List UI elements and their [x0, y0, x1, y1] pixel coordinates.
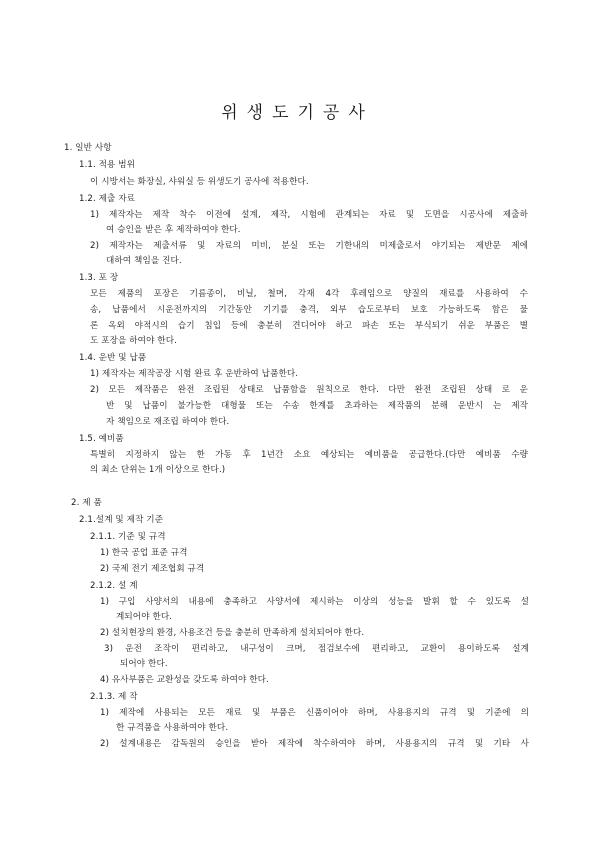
body-text: 의 최소 단위는 1개 이상으로 한다.) — [90, 465, 226, 475]
subsection-heading: 1.5. 예비품 — [79, 434, 124, 444]
page-title: 위생도기공사 — [221, 103, 374, 123]
list-item: 3) 운전 조작이 편리하고, 내구성이 크며, 점검보수에 편리하고, 교환이 용이하도록 설계 — [104, 644, 529, 654]
list-item-continuation: 계되어야 한다. — [116, 612, 173, 622]
list-item-continuation: 반 및 납품이 불가능한 대형물 또는 수송 한계를 초과하는 제작품의 분해 운반시 는 제작 — [106, 401, 528, 411]
section-heading: 2. 제 품 — [71, 498, 102, 508]
body-text: 모든 제품의 포장은 기름종이, 비닐, 철며, 각재 4각 후레임으로 양질의 재료를 사용하여 수 — [90, 289, 528, 299]
list-item: 1) 제작에 사용되는 모든 재료 및 부품은 신품이어야 하며, 사용용지의 규격 및 기준에 의 — [100, 708, 529, 718]
list-item-continuation: 자 책임으로 재조립 하여야 한다. — [106, 417, 230, 427]
list-item-continuation: 대하여 책임을 진다. — [106, 256, 182, 266]
list-item: 1) 한국 공업 표준 규격 — [100, 548, 188, 558]
list-item-continuation: 되어야 한다. — [120, 659, 168, 669]
list-item: 2) 설치현장의 환경, 사용조건 등을 충분히 만족하게 설치되어야 한다. — [100, 628, 365, 638]
subsection-heading: 1.1. 적용 범위 — [79, 160, 136, 170]
body-text: 론 옥외 야적시의 습기 침입 등에 충분히 견디어야 하고 파손 또는 부식되기 쉬운 부품은 별 — [90, 321, 528, 331]
list-item: 2) 제작자는 제출서류 및 자료의 미비, 분실 또는 기한내의 미제출로서 야기되는 제반문 제에 — [90, 241, 528, 251]
body-text: 송, 납품에서 시운전까지의 기간동안 기기를 충격, 외부 습도로부터 보호 가능하도록 함은 물 — [90, 305, 528, 315]
body-text: 이 시방서는 화장실, 샤워실 등 위생도기 공사에 적용한다. — [90, 177, 309, 187]
list-item-continuation: 한 규격품을 사용하여야 한다. — [116, 723, 229, 733]
body-text: 특별히 지정하지 않는 한 가동 후 1년간 소요 예상되는 예비품을 공급한다.(다만 예비품 수량 — [90, 450, 528, 460]
subsubsection-heading: 2.1.2. 설 계 — [90, 581, 138, 591]
list-item: 2) 모든 제작품은 완전 조립된 상태로 납품함을 원칙으로 한다. 다만 완전 조립된 상태 로 운 — [90, 385, 528, 395]
body-text: 도 포장을 하여야 한다. — [90, 336, 177, 346]
subsection-heading: 1.3. 포 장 — [79, 273, 119, 283]
subsection-heading: 1.2. 제출 자료 — [79, 194, 136, 204]
list-item: 1) 제작자는 제작공장 시험 완료 후 운반하여 납품한다. — [90, 369, 299, 379]
list-item-continuation: 여 승인을 받은 후 제작하여야 한다. — [106, 225, 241, 235]
subsection-heading: 1.4. 운반 및 납품 — [79, 353, 147, 363]
subsubsection-heading: 2.1.1. 기준 및 규격 — [90, 532, 166, 542]
subsubsection-heading: 2.1.3. 제 작 — [90, 692, 138, 702]
list-item: 4) 유사부품은 교환성을 갖도록 하여야 한다. — [100, 675, 269, 685]
subsection-heading: 2.1.설계 및 제작 기준 — [79, 515, 164, 525]
list-item: 2) 국제 전기 제조협회 규격 — [100, 564, 205, 574]
list-item: 1) 제작자는 제작 착수 이전에 설계, 제작, 시험에 관계되는 자료 및 도면을 시공사에 제출하 — [90, 210, 528, 220]
list-item: 2) 설계내용은 감독원의 승인을 받아 제작에 착수하여야 하며, 사용용지의 규격 및 기타 사 — [100, 739, 529, 749]
section-heading: 1. 일반 사항 — [64, 143, 112, 153]
list-item: 1) 구입 사양서의 내용에 충족하고 사양서에 제시하는 이상의 성능을 발휘 할 수 있도록 설 — [100, 597, 529, 607]
